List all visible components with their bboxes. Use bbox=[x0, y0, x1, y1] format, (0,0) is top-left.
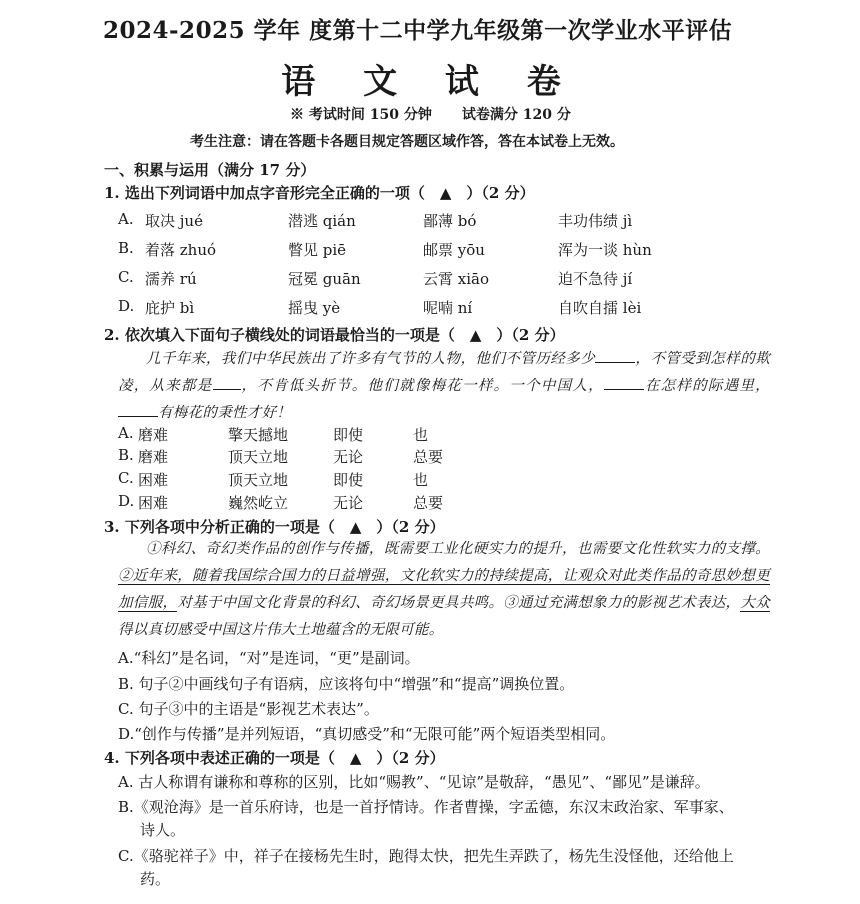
passage-sentence-1: ①科幻、奇幻类作品的创作与传播，既需要工业化硬实力的提升，也需要文化性软实力的支撑。 bbox=[146, 541, 770, 557]
option-label: B. bbox=[118, 446, 134, 464]
candidate-notice: 考生注意：请在答题卡各题目规定答题区域作答，答在本试卷上无效。 bbox=[190, 134, 624, 150]
q4-option-b-cont: 诗人。 bbox=[140, 821, 186, 839]
option-label: B. bbox=[118, 239, 134, 257]
q4-option-c: C.《骆驼祥子》中，祥子在接杨先生时，跑得太快，把先生弄跌了，杨先生没怪他，还给他上 bbox=[118, 847, 734, 865]
option-label: C. bbox=[118, 469, 134, 487]
q4-option-a: A. 古人称谓有谦称和尊称的区别，比如“赐教”、“见谅”是敬辞，“愚见”、“鄙见”是谦辞。 bbox=[118, 773, 710, 791]
passage-text: ，不肯低头折节。他们就像梅花一样。一个中国人， bbox=[240, 378, 604, 394]
option-word: 也 bbox=[413, 471, 429, 489]
option-word: 总要 bbox=[413, 448, 444, 466]
option-word: 庇护 bì bbox=[145, 299, 195, 317]
blank-line bbox=[118, 402, 158, 417]
q1-stem: 1. 选出下列词语中加点字音形完全正确的一项（ ▲ ）（2 分） bbox=[104, 184, 535, 202]
option-word: 擎天撼地 bbox=[228, 426, 289, 444]
exam-school-line: 2024-2025 学年 度第十二中学九年级第一次学业水平评估 bbox=[103, 17, 733, 44]
passage-text: 在怎样的际遇里， bbox=[643, 378, 770, 394]
option-word: 也 bbox=[413, 426, 429, 444]
option-word: 无论 bbox=[333, 494, 364, 512]
option-word: 自吹自擂 lèi bbox=[558, 299, 642, 317]
q2-stem: 2. 依次填入下面句子横线处的词语最恰当的一项是（ ▲ ）（2 分） bbox=[104, 326, 565, 344]
option-label: D. bbox=[118, 297, 135, 315]
option-word: 即使 bbox=[333, 426, 364, 444]
q3-option-d: D.“创作与传播”是并列短语，“真切感受”和“无限可能”两个短语类型相同。 bbox=[118, 725, 616, 743]
option-word: 呢喃 ní bbox=[423, 299, 473, 317]
q4-option-c-cont: 药。 bbox=[140, 870, 171, 888]
section-heading: 一、积累与运用（满分 17 分） bbox=[104, 161, 316, 179]
option-word: 鄙薄 bó bbox=[423, 212, 477, 230]
exam-score: 试卷满分 120 分 bbox=[461, 107, 571, 123]
option-word: 冠冕 guān bbox=[288, 270, 361, 288]
option-word: 取决 jué bbox=[145, 212, 203, 230]
q3-passage bbox=[118, 536, 770, 644]
option-word: 迫不急待 jí bbox=[558, 270, 633, 288]
blank-line bbox=[213, 375, 241, 390]
q2-passage bbox=[118, 346, 770, 427]
option-word: 顶天立地 bbox=[228, 448, 289, 466]
passage-sentence-2-underlined: ②近年来，随着我国综合国力的日益增强，文化软实力的持续提高，让观众对此类作品的奇思妙想更加信服， bbox=[118, 568, 770, 611]
option-word: 邮票 yōu bbox=[423, 241, 485, 259]
option-word: 潜逃 qián bbox=[288, 212, 356, 230]
q3-option-a: A.“科幻”是名词，“对”是连词，“更”是副词。 bbox=[118, 649, 420, 667]
option-word: 瞥见 piē bbox=[288, 241, 347, 259]
option-word: 总要 bbox=[413, 494, 444, 512]
q3-stem: 3. 下列各项中分析正确的一项是（ ▲ ）（2 分） bbox=[104, 518, 445, 536]
paper-title: 语 文 试 卷 bbox=[281, 62, 579, 102]
exam-time: ※ 考试时间 150 分钟 bbox=[290, 107, 432, 123]
option-label: C. bbox=[118, 268, 134, 286]
option-word: 浑为一谈 hùn bbox=[558, 241, 652, 259]
q3-option-b: B. 句子②中画线句子有语病，应该将句中“增强”和“提高”调换位置。 bbox=[118, 675, 575, 693]
exam-info bbox=[290, 104, 571, 124]
passage-text: 几千年来，我们中华民族出了许多有气节的人物，他们不管历经多少 bbox=[146, 351, 596, 367]
q4-stem: 4. 下列各项中表述正确的一项是（ ▲ ）（2 分） bbox=[104, 749, 445, 767]
option-word: 即使 bbox=[333, 471, 364, 489]
option-word: 磨难 bbox=[138, 448, 169, 466]
option-label: A. bbox=[118, 210, 134, 228]
passage-text: 对基于中国文化背景的科幻、奇幻场景更具共鸣。③通过充满想象力的影视艺术表达， bbox=[177, 595, 741, 611]
passage-text: 得以真切感受中国这片伟大土地蕴含的无限可能。 bbox=[118, 622, 444, 638]
option-word: 濡养 rú bbox=[145, 270, 197, 288]
blank-line bbox=[604, 375, 644, 390]
passage-text: ，不管受到怎样的欺凌，从来都是 bbox=[118, 351, 771, 394]
option-word: 无论 bbox=[333, 448, 364, 466]
passage-underlined-word: 大众 bbox=[740, 595, 770, 611]
option-word: 巍然屹立 bbox=[228, 494, 289, 512]
option-label: A. bbox=[118, 424, 134, 442]
option-word: 困难 bbox=[138, 494, 169, 512]
option-word: 摇曳 yè bbox=[288, 299, 341, 317]
option-word: 丰功伟绩 jì bbox=[558, 212, 633, 230]
blank-line bbox=[595, 348, 635, 363]
q4-option-b: B.《观沧海》是一首乐府诗，也是一首抒情诗。作者曹操，字孟德，东汉末政治家、军事家、 bbox=[118, 798, 734, 816]
option-word: 顶天立地 bbox=[228, 471, 289, 489]
passage-text: 有梅花的秉性才好！ bbox=[158, 405, 292, 421]
q3-option-c: C. 句子③中的主语是“影视艺术表达”。 bbox=[118, 700, 379, 718]
option-word: 磨难 bbox=[138, 426, 169, 444]
option-word: 云霄 xiāo bbox=[423, 270, 489, 288]
option-label: D. bbox=[118, 492, 135, 510]
option-word: 困难 bbox=[138, 471, 169, 489]
option-word: 着落 zhuó bbox=[145, 241, 217, 259]
